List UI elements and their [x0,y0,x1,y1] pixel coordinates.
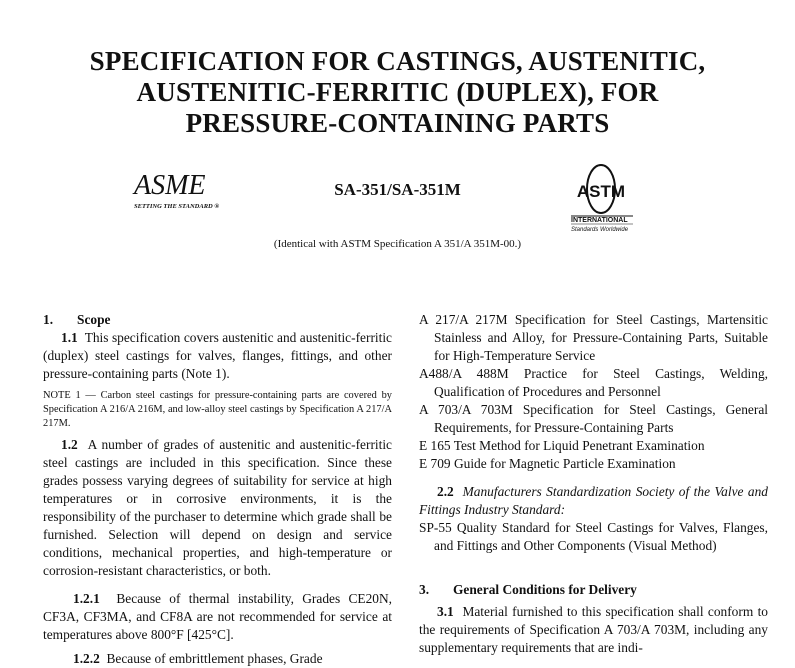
asme-logo-tagline: SETTING THE STANDARD ® [134,203,220,210]
section-heading [419,581,768,599]
asme-logo-mark: ASME [134,170,206,201]
title-line: SPECIFICATION FOR CASTINGS, AUSTENITIC, [89,46,706,76]
clause-number: 1.2 [61,437,78,452]
reference-item: A 217/A 217M Specification for Steel Castings, Martensitic Stainless and Alloy, for Pressure-Containing Parts, Suitable for High-Temperature Service [419,312,768,363]
section-title: General Conditions for Delivery [453,582,637,597]
clause-number: 3.1 [437,604,454,619]
clause-number: 1.1 [61,330,78,345]
paragraph-3-1 [419,603,768,657]
note-1 [43,389,392,431]
reference-list [419,519,768,555]
note-text: Carbon steel castings for pressure-containing parts are covered by Specification A 216/A 216M, and low-alloy steel castings by Specification A 217/A 217M. [43,390,392,429]
right-column [419,311,768,657]
section-number: 1. [43,312,54,327]
left-column [43,311,392,668]
clause-text: Because of embrittlement phases, Grade [106,651,323,666]
paragraph-1-2-2 [43,650,392,668]
astm-logo-line2: Standards Worldwide [571,227,629,233]
reference-item: E 165 Test Method for Liquid Penetrant Examination [419,438,705,453]
clause-text: Manufacturers Standardization Society of the Valve and Fittings Industry Standard: [419,484,768,517]
identical-note: (Identical with ASTM Specification A 351/A 351M-00.) [273,238,522,250]
paragraph-1-1 [43,329,392,383]
clause-text: Material furnished to this specification shall conform to the requirements of Specification A 703/A 703M, including any supplementary requirements that are indi- [419,604,768,655]
paragraph-1-2 [43,436,392,580]
clause-number: 1.2.2 [73,651,100,666]
clause-text: A number of grades of austenitic and austenitic-ferritic steel castings are included in this specification. Since these grades possess varying degrees of suitability for service at high temperatures or in corrosive environments, it is the responsibility of the purchaser to determine which grade shall be furnished. Selection will depend on design and service conditions, mechanical properties, and high-temperature or corrosion-resistant characteristics, or both. [43,437,393,578]
clause-text: This specification covers austenitic and austenitic-ferritic (duplex) steel castings for valves, flanges, fittings, and other pressure-containing parts (Note 1). [43,330,393,381]
section-number: 3. [419,582,430,597]
astm-logo-mark: ASTM [576,182,626,201]
clause-number: 1.2.1 [73,591,100,606]
spec-number: SA-351/SA-351M [334,180,461,199]
paragraph-1-2-1 [43,590,392,644]
title-line: PRESSURE-CONTAINING PARTS [185,108,610,138]
clause-number: 2.2 [437,484,454,499]
reference-item: A 703/A 703M Specification for Steel Castings, General Requirements, for Pressure-Containing Parts [419,402,768,435]
astm-logo-line1: INTERNATIONAL [571,217,628,224]
paragraph-2-2 [419,483,768,519]
reference-list [419,311,768,473]
document-title [0,46,795,139]
section-title: Scope [77,312,111,327]
astm-logo [571,163,637,233]
section-heading [43,311,392,329]
clause-text: Because of thermal instability, Grades CE20N, CF3A, CF3MA, and CF8A are not recommended for service at temperatures above 800°F [425°C]. [43,591,392,642]
reference-item: SP-55 Quality Standard for Steel Castings for Valves, Flanges, and Fittings and Other Components (Visual Method) [419,520,768,553]
title-line: AUSTENITIC-FERRITIC (DUPLEX), FOR [136,77,659,107]
reference-item: A488/A 488M Practice for Steel Castings, Welding, Qualification of Procedures and Personnel [419,366,768,399]
reference-item: E 709 Guide for Magnetic Particle Examination [419,456,676,471]
note-label: NOTE 1 — [43,390,96,401]
